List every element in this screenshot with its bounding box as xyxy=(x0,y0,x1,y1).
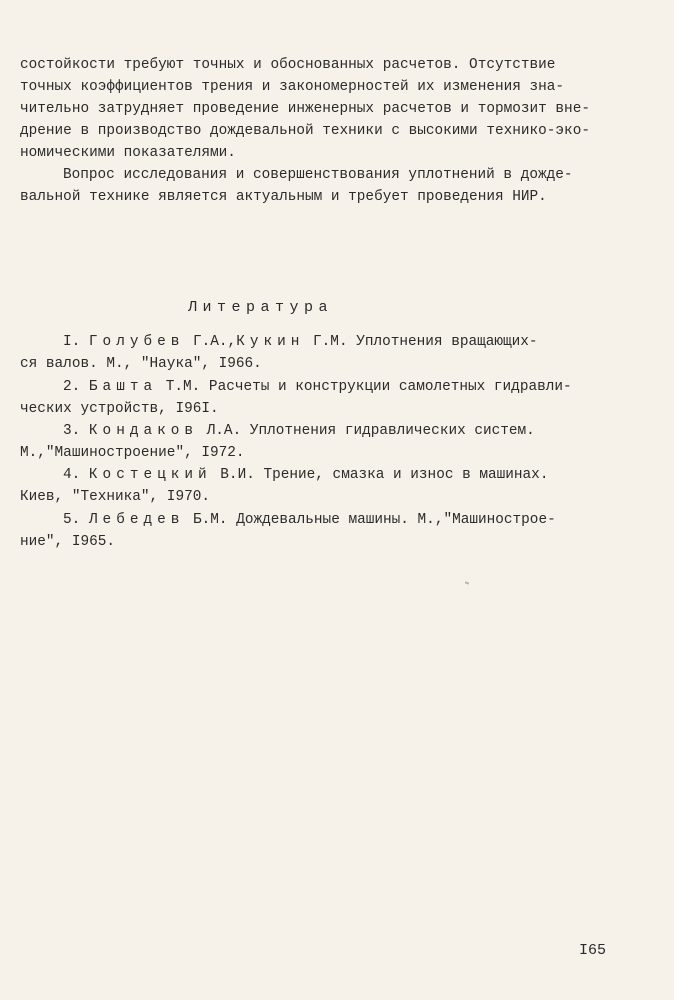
body-line: чительно затрудняет проведение инженерных расчетов и тормозит вне- xyxy=(20,101,590,117)
body-line: вальной технике является актуальным и требует проведения НИР. xyxy=(20,189,547,205)
reference-item-2 xyxy=(63,377,572,397)
reference-author: Кондаков xyxy=(88,423,199,439)
reference-author: Костецкий xyxy=(88,467,212,483)
reference-item-4-continuation: Киев, "Техника", I970. xyxy=(20,489,210,505)
reference-item-4 xyxy=(63,465,548,485)
reference-item-2-continuation: ческих устройств, I96I. xyxy=(20,401,219,417)
reference-number: 3. xyxy=(63,423,81,439)
reference-coauthor: Кукин xyxy=(236,334,305,350)
body-line: дрение в производство дождевальной техники с высокими технико-эко- xyxy=(20,123,590,139)
reference-text: Л.А. Уплотнения гидравлических систем. xyxy=(206,423,535,439)
reference-text: Г.М. Уплотнения вращающих- xyxy=(313,334,538,350)
reference-number: 2. xyxy=(63,379,81,395)
paper-speck xyxy=(465,581,469,584)
body-line: состойкости требуют точных и обоснованных расчетов. Отсутствие xyxy=(20,57,556,73)
reference-author: Башта xyxy=(88,379,158,395)
reference-number: I. xyxy=(63,334,81,350)
reference-initials: Г.А., xyxy=(193,334,237,350)
reference-item-5-continuation: ние", I965. xyxy=(20,534,115,550)
references-heading: Литература xyxy=(188,299,334,316)
page-number: I65 xyxy=(579,942,607,959)
reference-item-3-continuation: М.,"Машиностроение", I972. xyxy=(20,445,245,461)
reference-item-1 xyxy=(63,332,538,352)
reference-text: В.И. Трение, смазка и износ в машинах. xyxy=(220,467,549,483)
reference-text: Б.М. Дождевальные машины. М.,"Машинострое- xyxy=(193,512,556,528)
body-line: Вопрос исследования и совершенствования уплотнений в дожде- xyxy=(63,167,573,183)
reference-item-1-continuation: ся валов. М., "Наука", I966. xyxy=(20,356,262,372)
reference-item-3 xyxy=(63,421,535,441)
reference-number: 5. xyxy=(63,512,81,528)
reference-author: Голубев xyxy=(88,334,185,350)
reference-item-5 xyxy=(63,510,556,530)
reference-author: Лебедев xyxy=(88,512,185,528)
reference-text: Т.М. Расчеты и конструкции самолетных гидравли- xyxy=(165,379,572,395)
body-line: номическими показателями. xyxy=(20,145,236,161)
reference-number: 4. xyxy=(63,467,81,483)
body-line: точных коэффициентов трения и закономерностей их изменения зна- xyxy=(20,79,565,95)
